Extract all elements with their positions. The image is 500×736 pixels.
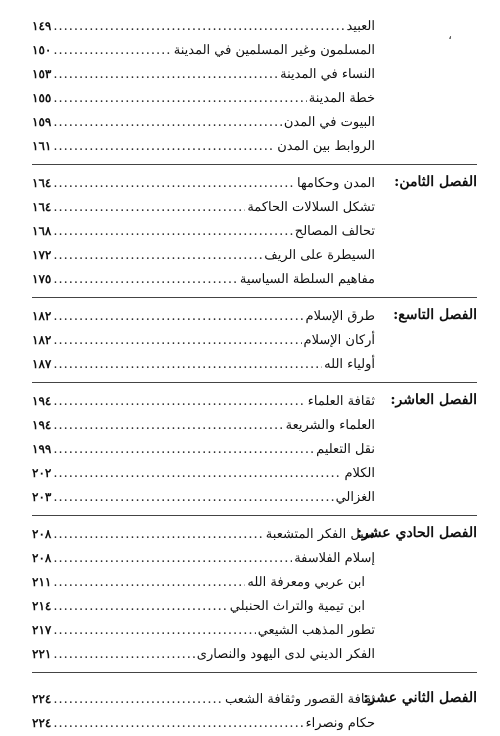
toc-group-chapter-11 xyxy=(32,522,477,666)
entry-page: ١٥٠ xyxy=(32,43,52,57)
table-of-contents xyxy=(32,14,477,735)
entry-page: ٢١٤ xyxy=(32,599,52,613)
toc-entry[interactable] xyxy=(32,62,375,86)
leader-dots xyxy=(53,220,292,244)
leader-dots xyxy=(53,688,223,712)
entry-page: ١٦٨ xyxy=(32,224,52,238)
entry-page: ١٦٤ xyxy=(32,200,52,214)
toc-entries xyxy=(32,171,375,291)
entry-page: ١٧٥ xyxy=(32,272,52,286)
toc-entry[interactable] xyxy=(32,304,375,328)
divider xyxy=(32,672,477,673)
entry-title: الكلام xyxy=(344,466,375,481)
entry-page: ٢٢٤ xyxy=(32,692,52,706)
toc-group-0 xyxy=(32,14,477,158)
leader-dots xyxy=(53,438,314,462)
entry-page: ١٩٤ xyxy=(32,418,52,432)
toc-entry[interactable] xyxy=(32,485,375,509)
entry-title: العلماء والشريعة xyxy=(285,418,375,433)
toc-entry[interactable] xyxy=(32,546,375,570)
leader-dots xyxy=(53,305,303,329)
entry-page: ٢٠٨ xyxy=(32,551,52,565)
leader-dots xyxy=(53,619,255,643)
leader-dots xyxy=(53,462,342,486)
leader-dots xyxy=(53,39,171,63)
entry-title: طرق الإسلام xyxy=(305,309,375,324)
leader-dots xyxy=(53,643,194,667)
leader-dots xyxy=(53,196,245,220)
entry-title: الروابط بين المدن xyxy=(277,139,375,154)
chapter-heading: الفصل الحادي عشر: xyxy=(356,525,477,541)
toc-entries xyxy=(32,389,375,509)
entry-page: ١٨٢ xyxy=(32,309,52,323)
entry-title: ابن تيمية والتراث الحنبلي xyxy=(229,599,365,614)
leader-dots xyxy=(53,571,245,595)
toc-entries xyxy=(32,687,375,735)
leader-dots xyxy=(53,353,322,377)
entry-title: تطور المذهب الشيعي xyxy=(257,623,375,638)
chapter-heading: الفصل التاسع: xyxy=(393,307,477,323)
entry-page: ٢٢١ xyxy=(32,647,52,661)
entry-page: ١٥٩ xyxy=(32,115,52,129)
leader-dots xyxy=(53,595,227,619)
leader-dots xyxy=(53,63,278,87)
entry-title: سبل الفكر المتشعبة xyxy=(265,527,375,542)
toc-group-chapter-10 xyxy=(32,389,477,509)
entry-title: أولياء الله xyxy=(324,357,375,372)
chapter-heading: الفصل الثاني عشر: xyxy=(363,690,477,706)
entry-title: إسلام الفلاسفة xyxy=(294,551,375,566)
leader-dots xyxy=(53,268,238,292)
toc-group-chapter-8 xyxy=(32,171,477,291)
leader-dots xyxy=(53,414,283,438)
toc-entry[interactable] xyxy=(32,570,375,594)
divider xyxy=(32,382,477,383)
leader-dots xyxy=(53,135,275,159)
page-mark: ، xyxy=(448,28,452,42)
entry-title: أركان الإسلام xyxy=(303,333,375,348)
toc-entry[interactable] xyxy=(32,243,375,267)
leader-dots xyxy=(53,111,282,135)
toc-entry[interactable] xyxy=(32,86,375,110)
entry-title: ابن عربي ومعرفة الله xyxy=(247,575,365,590)
entry-title: المدن وحكامها xyxy=(297,176,375,191)
leader-dots xyxy=(53,547,292,571)
entry-title: الغزالي xyxy=(335,490,375,505)
toc-entry[interactable] xyxy=(32,461,375,485)
divider xyxy=(32,297,477,298)
entry-title: ثقافة العلماء xyxy=(307,394,375,409)
entry-title: الفكر الديني لدى اليهود والنصارى xyxy=(196,647,375,662)
leader-dots xyxy=(53,486,333,510)
entry-title: النساء في المدينة xyxy=(280,67,375,82)
chapter-heading: الفصل العاشر: xyxy=(390,392,477,408)
toc-entry[interactable] xyxy=(32,352,375,376)
entry-page: ٢٠٨ xyxy=(32,527,52,541)
leader-dots xyxy=(53,15,344,39)
toc-entry[interactable] xyxy=(32,110,375,134)
entry-title: المسلمون وغير المسلمين في المدينة xyxy=(173,43,375,58)
entry-page: ١٥٣ xyxy=(32,67,52,81)
leader-dots xyxy=(53,329,301,353)
entry-title: تحالف المصالح xyxy=(294,224,375,239)
leader-dots xyxy=(53,172,295,196)
toc-entry[interactable] xyxy=(32,219,375,243)
toc-entry[interactable] xyxy=(32,522,375,546)
toc-entry[interactable] xyxy=(32,594,375,618)
toc-entry[interactable] xyxy=(32,687,375,711)
entry-title: نقل التعليم xyxy=(316,442,375,457)
entry-title: حكام ونصراء xyxy=(305,716,375,731)
toc-entry[interactable] xyxy=(32,413,375,437)
toc-entry[interactable] xyxy=(32,618,375,642)
divider xyxy=(32,515,477,516)
leader-dots xyxy=(53,523,263,547)
entry-page: ٢٢٤ xyxy=(32,716,52,730)
toc-entry[interactable] xyxy=(32,711,375,735)
toc-entries xyxy=(32,14,375,158)
entry-page: ٢٠٢ xyxy=(32,466,52,480)
toc-entry[interactable] xyxy=(32,134,375,158)
entry-page: ٢١٧ xyxy=(32,623,52,637)
chapter-heading: الفصل الثامن: xyxy=(394,174,477,190)
toc-entry[interactable] xyxy=(32,171,375,195)
divider xyxy=(32,164,477,165)
entry-page: ١٩٩ xyxy=(32,442,52,456)
entry-page: ١٨٢ xyxy=(32,333,52,347)
toc-group-chapter-9 xyxy=(32,304,477,376)
entry-title: تشكل السلالات الحاكمة xyxy=(247,200,375,215)
toc-entry[interactable] xyxy=(32,328,375,352)
toc-entries xyxy=(32,522,375,666)
toc-entry[interactable] xyxy=(32,14,375,38)
entry-page: ١٩٤ xyxy=(32,394,52,408)
entry-page: ١٨٧ xyxy=(32,357,52,371)
toc-entry[interactable] xyxy=(32,437,375,461)
toc-entry[interactable] xyxy=(32,267,375,291)
entry-page: ١٦١ xyxy=(32,139,52,153)
entry-page: ٢٠٣ xyxy=(32,490,52,504)
leader-dots xyxy=(53,712,303,736)
leader-dots xyxy=(53,87,306,111)
entry-page: ٢١١ xyxy=(32,575,52,589)
toc-entry[interactable] xyxy=(32,38,375,62)
entry-title: البيوت في المدن xyxy=(283,115,375,130)
entry-page: ١٧٢ xyxy=(32,248,52,262)
toc-entries xyxy=(32,304,375,376)
entry-title: مفاهيم السلطة السياسية xyxy=(239,272,375,287)
entry-page: ١٥٥ xyxy=(32,91,52,105)
entry-page: ١٦٤ xyxy=(32,176,52,190)
toc-entry[interactable] xyxy=(32,389,375,413)
entry-title: خطة المدينة xyxy=(308,91,375,106)
entry-page: ١٤٩ xyxy=(32,19,52,33)
entry-title: السيطرة على الريف xyxy=(264,248,375,263)
leader-dots xyxy=(53,244,262,268)
entry-title: العبيد xyxy=(346,19,375,34)
toc-entry[interactable] xyxy=(32,195,375,219)
entry-title: ثقافة القصور وثقافة الشعب xyxy=(225,692,375,707)
leader-dots xyxy=(53,390,305,414)
toc-group-chapter-12 xyxy=(32,687,477,735)
toc-entry[interactable] xyxy=(32,642,375,666)
